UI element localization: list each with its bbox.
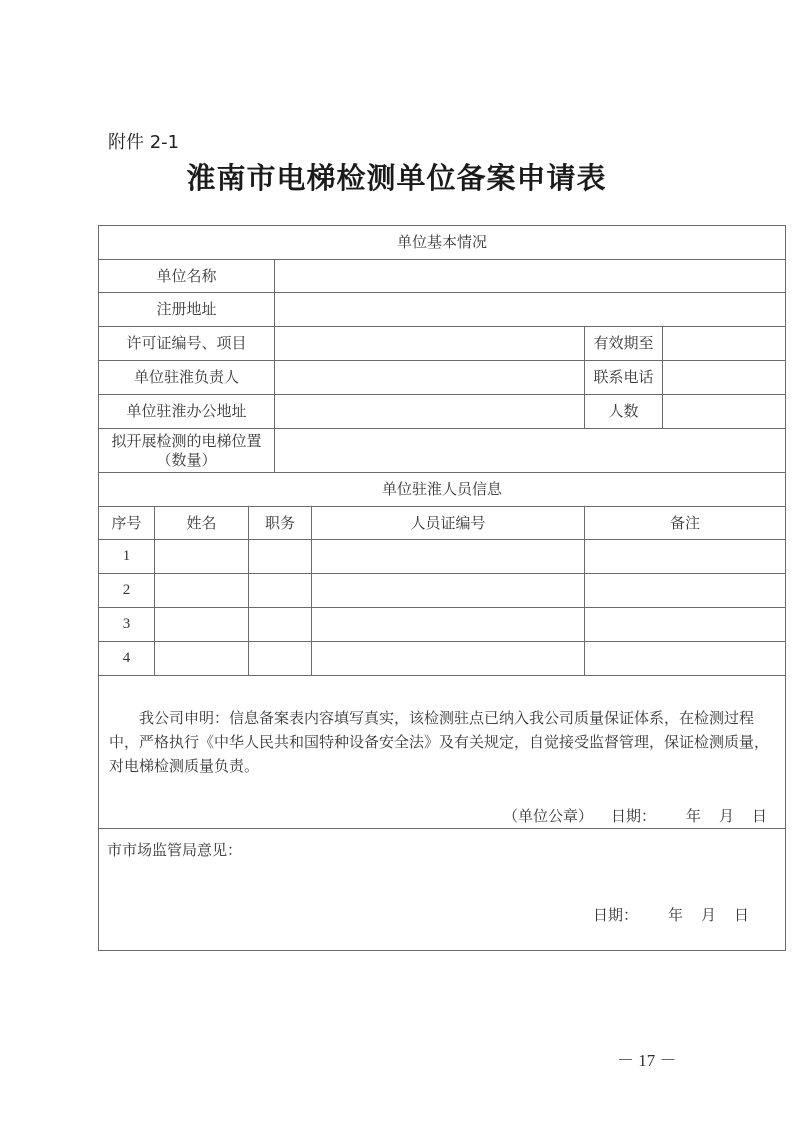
planned-location-line2: （数量）: [156, 450, 217, 469]
name-cell[interactable]: [155, 642, 249, 676]
headcount-field[interactable]: [663, 395, 786, 429]
declaration-cell: [99, 676, 786, 829]
remarks-cell[interactable]: [585, 574, 786, 608]
opinion-cell: [99, 829, 786, 951]
local-office-field[interactable]: [275, 395, 585, 429]
phone-field[interactable]: [663, 361, 786, 395]
row-seq: 3: [99, 608, 155, 642]
personnel-header-row: [99, 507, 786, 540]
license-field[interactable]: [275, 327, 585, 361]
year-label: 年: [685, 807, 701, 825]
opinion-label: 市市场监管局意见：: [107, 841, 243, 859]
attachment-label: 附件 2-1: [108, 132, 180, 153]
remarks-cell[interactable]: [585, 608, 786, 642]
label-reg-address: 注册地址: [99, 293, 275, 327]
day-label: 日: [752, 807, 768, 825]
header-remarks: 备注: [585, 507, 786, 540]
date-label: 日期：: [610, 807, 656, 825]
day-label: 日: [734, 905, 750, 924]
form-row-reg-address: [99, 293, 786, 327]
name-cell[interactable]: [155, 574, 249, 608]
row-seq: 4: [99, 642, 155, 676]
cert-no-cell[interactable]: [312, 574, 585, 608]
table-row: [99, 540, 786, 574]
planned-location-field[interactable]: [275, 429, 786, 473]
section-row-personnel: [99, 473, 786, 507]
label-local-manager: 单位驻淮负责人: [99, 361, 275, 395]
label-headcount: 人数: [585, 395, 663, 429]
section-heading-personnel: 单位驻淮人员信息: [99, 473, 786, 507]
label-license: 许可证编号、项目: [99, 327, 275, 361]
declaration-signature-line: [109, 804, 771, 828]
form-row-planned: [99, 429, 786, 473]
name-cell[interactable]: [155, 540, 249, 574]
cert-no-cell[interactable]: [312, 642, 585, 676]
planned-location-line1: 拟开展检测的电梯位置: [111, 431, 262, 450]
year-label: 年: [667, 905, 683, 924]
label-planned-location: [99, 429, 275, 473]
valid-until-field[interactable]: [663, 327, 786, 361]
table-row: [99, 642, 786, 676]
row-seq: 1: [99, 540, 155, 574]
section-row-basic: [99, 226, 786, 260]
seal-label: （单位公章）: [502, 807, 593, 825]
opinion-signature-line: [107, 906, 771, 925]
opinion-row: [99, 829, 786, 951]
label-valid-until: 有效期至: [585, 327, 663, 361]
name-cell[interactable]: [155, 608, 249, 642]
page-number: － 17 －: [617, 1051, 677, 1070]
position-cell[interactable]: [249, 540, 312, 574]
month-label: 月: [718, 807, 734, 825]
declaration-row: [99, 676, 786, 829]
form-row-office: [99, 395, 786, 429]
page-title: 淮南市电梯检测单位备案申请表: [186, 161, 607, 195]
section-heading-basic-info: 单位基本情况: [99, 226, 786, 260]
header-seq: 序号: [99, 507, 155, 540]
position-cell[interactable]: [249, 574, 312, 608]
remarks-cell[interactable]: [585, 642, 786, 676]
month-label: 月: [700, 905, 716, 924]
local-manager-field[interactable]: [275, 361, 585, 395]
date-label: 日期：: [592, 905, 638, 924]
cert-no-cell[interactable]: [312, 540, 585, 574]
header-position: 职务: [249, 507, 312, 540]
application-form-table: [98, 225, 786, 951]
cert-no-cell[interactable]: [312, 608, 585, 642]
header-cert-no: 人员证编号: [312, 507, 585, 540]
form-row-unit-name: [99, 260, 786, 293]
row-seq: 2: [99, 574, 155, 608]
table-row: [99, 574, 786, 608]
form-row-license: [99, 327, 786, 361]
reg-address-field[interactable]: [275, 293, 786, 327]
position-cell[interactable]: [249, 642, 312, 676]
position-cell[interactable]: [249, 608, 312, 642]
table-row: [99, 608, 786, 642]
form-row-manager: [99, 361, 786, 395]
unit-name-field[interactable]: [275, 260, 786, 293]
label-phone: 联系电话: [585, 361, 663, 395]
label-local-office: 单位驻淮办公地址: [99, 395, 275, 429]
declaration-text: 我公司申明：信息备案表内容填写真实，该检测驻点已纳入我公司质量保证体系，在检测过程中，严格执行《中华人民共和国特种设备安全法》及有关规定，自觉接受监督管理，保证检测质量，对电梯检测质量负责。: [109, 709, 770, 775]
remarks-cell[interactable]: [585, 540, 786, 574]
header-name: 姓名: [155, 507, 249, 540]
label-unit-name: 单位名称: [99, 260, 275, 293]
